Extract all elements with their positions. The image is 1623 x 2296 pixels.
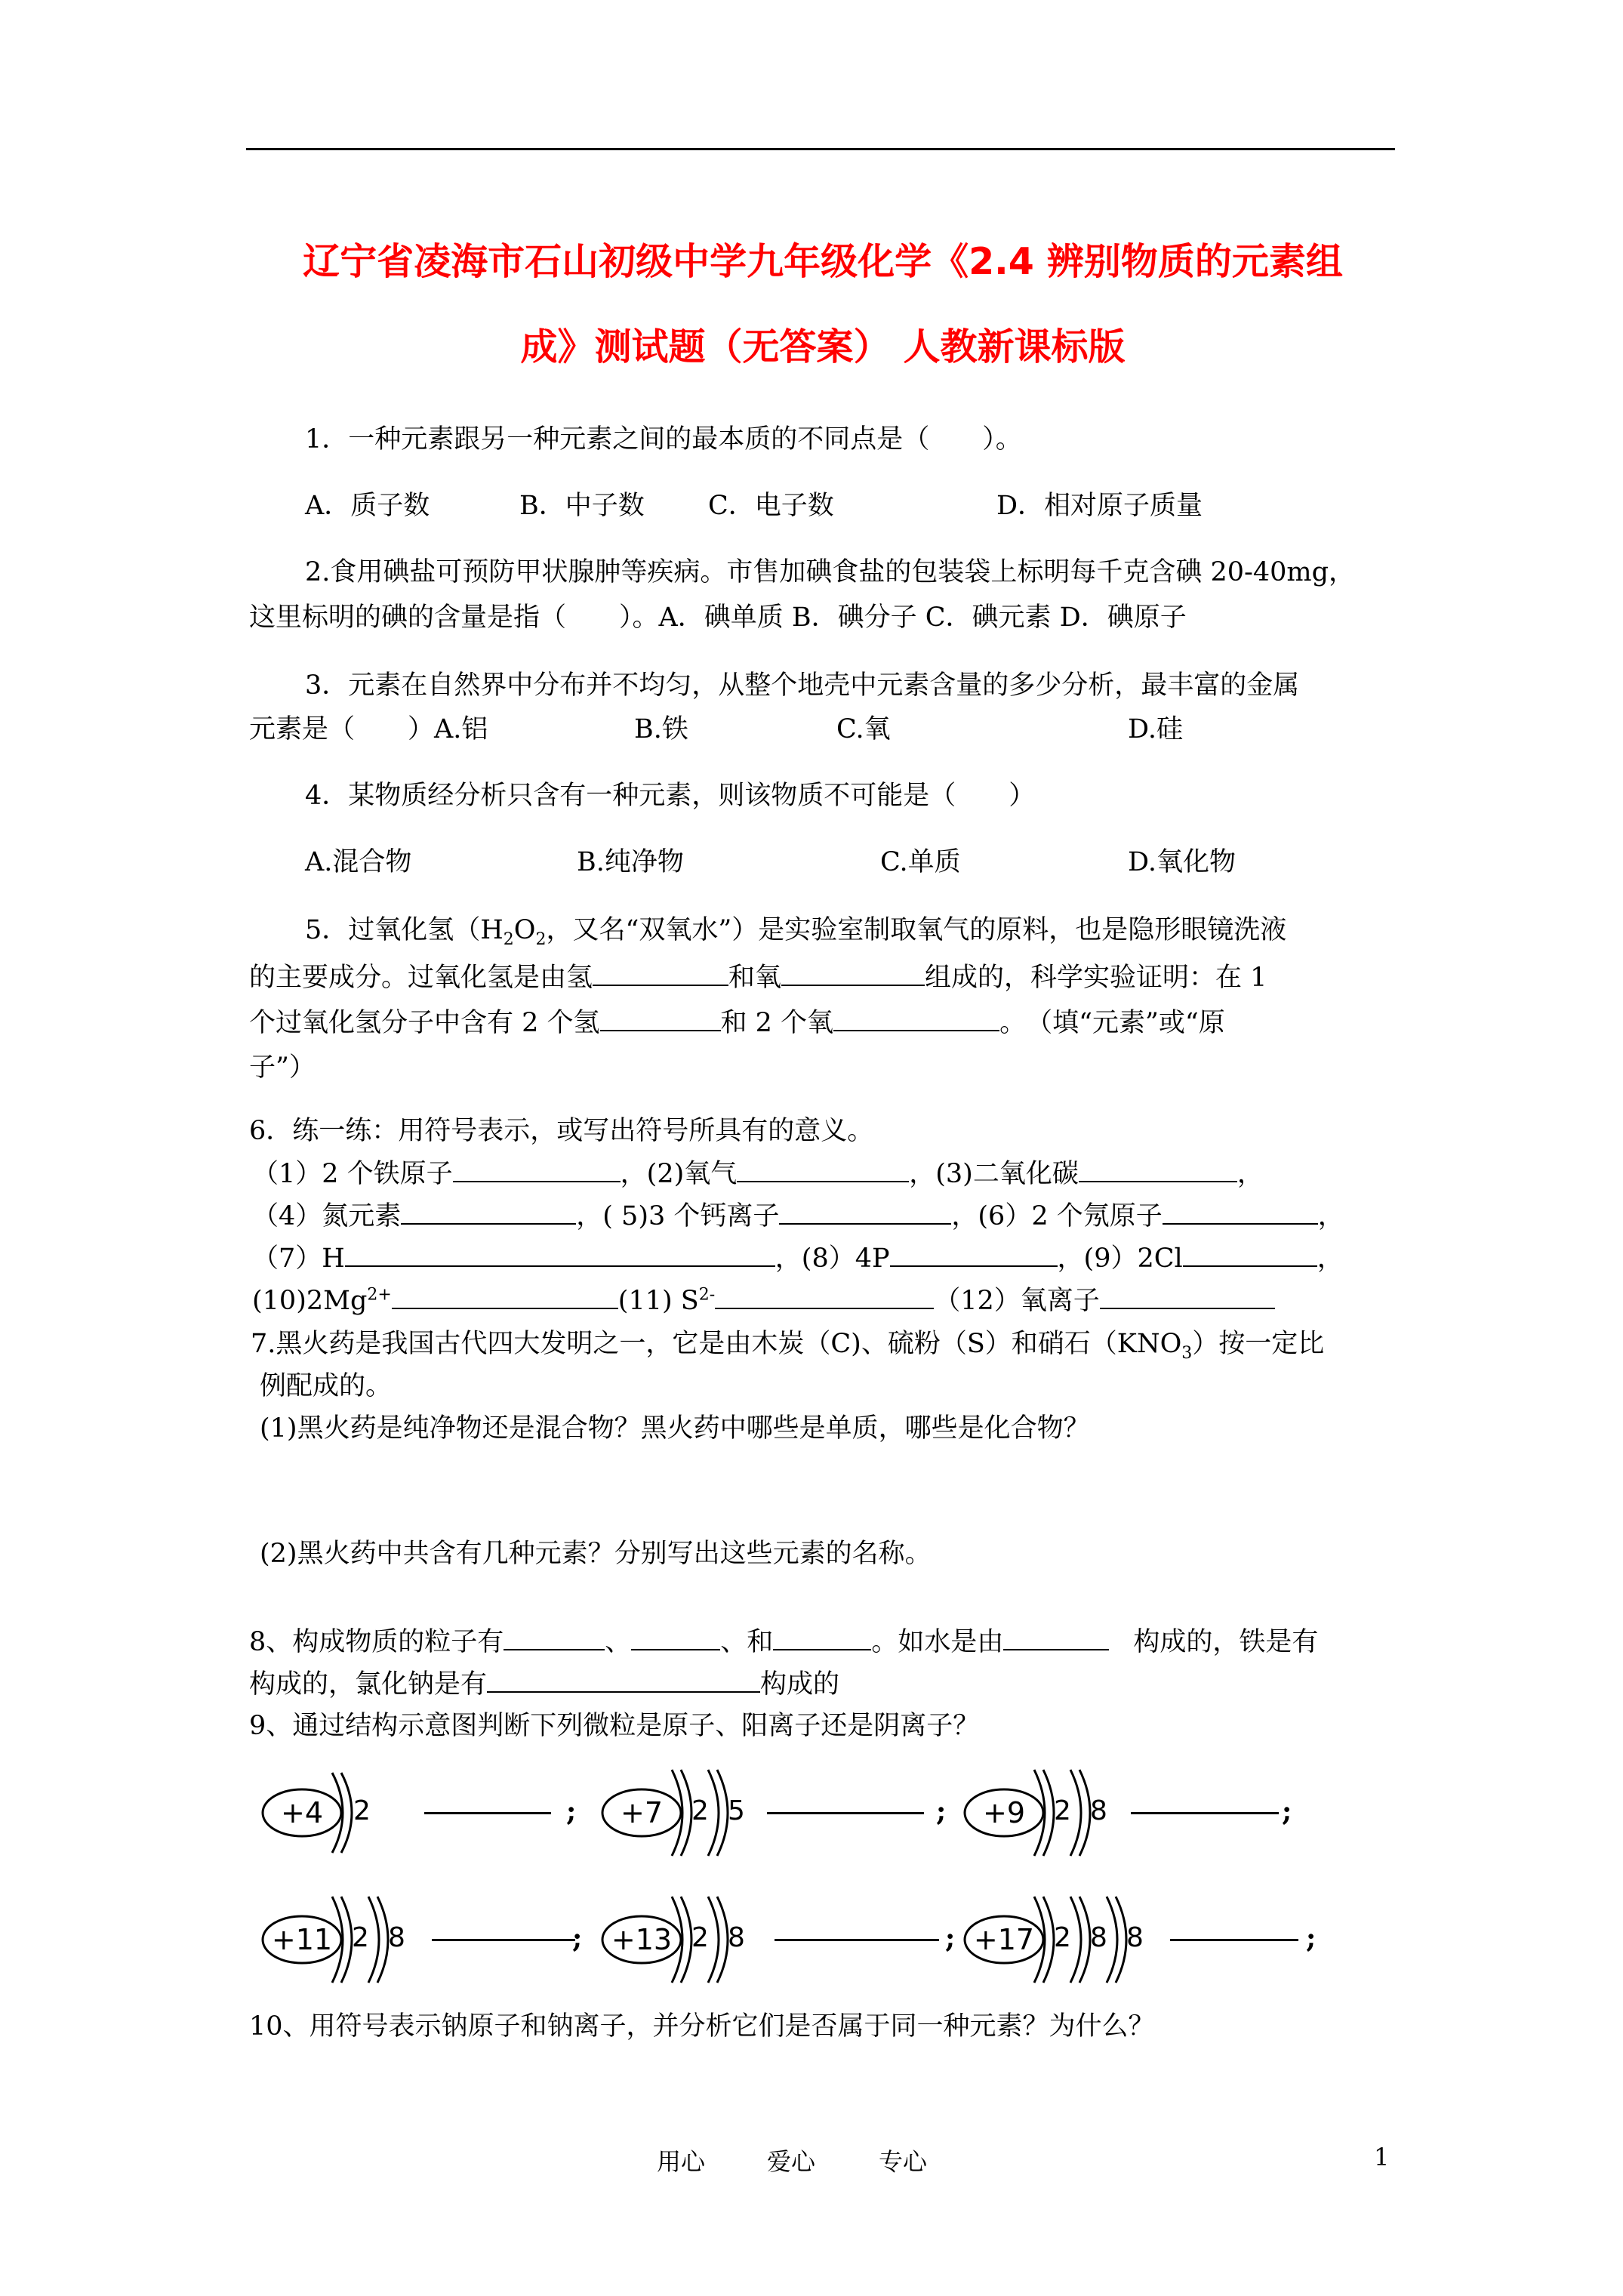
q5-text: 组成的，科学实验证明：在 1 xyxy=(925,963,1267,993)
shell-electrons: 5 xyxy=(728,1795,745,1826)
q3-option-b: B.铁 xyxy=(634,714,688,744)
q3-line-1: 3．元素在自然界中分布并不均匀，从整个地壳中元素含量的多少分析，最丰富的金属 xyxy=(305,670,1300,701)
atom-diagram-1 xyxy=(257,1756,453,1869)
q9-answer-blank-2[interactable] xyxy=(767,1812,924,1814)
q6-text: (11) S xyxy=(617,1286,699,1316)
q4-option-d: D.氧化物 xyxy=(1128,847,1236,877)
shell-electrons: 2 xyxy=(691,1922,709,1953)
q9-answer-blank-3[interactable] xyxy=(1131,1812,1279,1814)
q6-blank-4[interactable] xyxy=(401,1197,576,1225)
shell-electrons: 2 xyxy=(691,1795,709,1826)
shell-electrons: 8 xyxy=(1090,1795,1107,1826)
q9-stem: 9、通过结构示意图判断下列微粒是原子、阳离子还是阴离子？ xyxy=(249,1711,980,1741)
q5-line-2 xyxy=(249,959,1267,996)
q2-line-2: 这里标明的碘的含量是指（ ）。A．碘单质 B．碘分子 C．碘元素 D．碘原子 xyxy=(249,603,1187,633)
q6-blank-7[interactable] xyxy=(345,1240,775,1267)
q4-stem: 4．某物质经分析只含有一种元素，则该物质不可能是（ ） xyxy=(305,781,1036,811)
q6-blank-3[interactable] xyxy=(1079,1155,1237,1182)
atom-diagram-5 xyxy=(596,1883,793,1996)
q6-row-1 xyxy=(252,1155,1264,1192)
q5-text: 和 2 个氧 xyxy=(720,1008,834,1038)
q5-blank-2[interactable] xyxy=(781,959,925,986)
q5-text: 个过氧化氢分子中含有 2 个氢 xyxy=(249,1008,600,1038)
q8-text: 、 xyxy=(605,1627,632,1657)
atom-diagram-4 xyxy=(257,1883,453,1996)
q6-blank-6[interactable] xyxy=(1163,1197,1318,1225)
title-line-1: 辽宁省凌海市石山初级中学九年级化学《2.4 辨别物质的元素组 xyxy=(303,240,1343,283)
q9-separator: ; xyxy=(1306,1922,1317,1954)
shell-electrons: 2 xyxy=(1054,1795,1071,1826)
q5-blank-3[interactable] xyxy=(600,1004,721,1031)
nucleus-charge: +4 xyxy=(280,1796,324,1829)
q9-separator: ; xyxy=(572,1922,583,1954)
atom-diagram-3 xyxy=(959,1756,1155,1869)
q2-line-1: 2.食用碘盐可预防甲状腺肿等疾病。市售加碘食盐的包装袋上标明每千克含碘 20-40mg， xyxy=(305,557,1356,587)
q1-option-d: D．相对原子质量 xyxy=(996,491,1203,521)
q5-text: O xyxy=(513,915,536,945)
q6-blank-2[interactable] xyxy=(737,1155,909,1182)
q7-part-2: (2)黑火药中共含有几种元素？分别写出这些元素的名称。 xyxy=(260,1539,932,1569)
q7-line-2: 例配成的。 xyxy=(260,1371,393,1401)
q6-row-3 xyxy=(252,1240,1344,1277)
q8-line-1 xyxy=(249,1623,1318,1660)
q4-option-b: B.纯净物 xyxy=(577,847,684,877)
q6-superscript: 2- xyxy=(698,1285,716,1305)
q9-diagram-row-2 xyxy=(257,1883,1344,1996)
q9-separator: ; xyxy=(566,1795,577,1827)
q4-option-a: A.混合物 xyxy=(305,847,412,877)
q9-diagram-row-1 xyxy=(257,1756,1344,1869)
q7-line-1 xyxy=(251,1326,1324,1362)
q6-blank-9[interactable] xyxy=(1183,1240,1317,1267)
q6-text: ，(3)二氧化碳 xyxy=(909,1159,1079,1189)
q8-text: 。如水是由 xyxy=(871,1627,1004,1657)
q3-option-d: D.硅 xyxy=(1128,714,1183,744)
q5-text: 的主要成分。过氧化氢是由氢 xyxy=(249,963,593,993)
q6-text: （1）2 个铁原子 xyxy=(252,1159,453,1189)
q6-text: (10)2Mg xyxy=(252,1286,368,1316)
q1-option-a: A．质子数 xyxy=(305,491,430,521)
shell-electrons: 8 xyxy=(728,1922,745,1953)
q8-text: 8、构成物质的粒子有 xyxy=(249,1627,504,1657)
nucleus-charge: +9 xyxy=(982,1796,1026,1829)
q5-blank-4[interactable] xyxy=(833,1004,999,1031)
q8-blank-5[interactable] xyxy=(487,1666,760,1693)
q8-line-2 xyxy=(249,1666,839,1703)
q6-text: （12）氧离子 xyxy=(934,1286,1100,1316)
q7-part-1: (1)黑火药是纯净物还是混合物？黑火药中哪些是单质，哪些是化合物？ xyxy=(260,1413,1090,1444)
header-rule xyxy=(246,148,1395,150)
q7-text: 7.黑火药是我国古代四大发明之一，它是由木炭（C)、硫粉（S）和硝石（KNO xyxy=(251,1329,1182,1359)
page-number: 1 xyxy=(1374,2143,1390,2171)
shell-electrons: 8 xyxy=(1126,1922,1144,1953)
q6-blank-5[interactable] xyxy=(779,1197,951,1225)
q1-option-c: C．电子数 xyxy=(708,491,834,521)
q5-text: 和氧 xyxy=(728,963,782,993)
q5-blank-1[interactable] xyxy=(593,959,728,986)
q6-text: （4）氮元素 xyxy=(252,1201,402,1231)
q5-text: 。 （填“元素”或“原 xyxy=(999,1008,1225,1038)
q6-blank-12[interactable] xyxy=(1100,1282,1275,1309)
q3-option-c: C.氧 xyxy=(836,714,891,744)
q6-blank-11[interactable] xyxy=(715,1282,934,1309)
q9-answer-blank-1[interactable] xyxy=(424,1812,551,1814)
nucleus-charge: +11 xyxy=(271,1923,333,1956)
nucleus-charge: +17 xyxy=(973,1923,1035,1956)
q9-answer-blank-4[interactable] xyxy=(432,1939,575,1941)
q9-separator: ; xyxy=(945,1922,956,1954)
q5-subscript: 2 xyxy=(535,930,547,949)
q8-text: 构成的 xyxy=(760,1669,840,1700)
q9-answer-blank-5[interactable] xyxy=(775,1939,939,1941)
q5-subscript: 2 xyxy=(503,930,514,949)
q6-row-4 xyxy=(252,1282,1275,1319)
q7-text: ）按一定比 xyxy=(1192,1329,1325,1359)
q8-text: 构成的，氯化钠是有 xyxy=(249,1669,488,1700)
q8-blank-3[interactable] xyxy=(773,1623,871,1650)
q8-blank-4[interactable] xyxy=(1003,1623,1109,1650)
atom-diagram-2 xyxy=(596,1756,793,1869)
q6-text: ，(8）4P xyxy=(775,1244,890,1274)
title-line-2: 成》测试题（无答案） 人教新课标版 xyxy=(520,325,1126,368)
q6-text: ， xyxy=(1317,1201,1344,1231)
q9-answer-blank-6[interactable] xyxy=(1170,1939,1298,1941)
q6-text: ，(9）2Cl xyxy=(1057,1244,1183,1274)
q8-blank-2[interactable] xyxy=(631,1623,720,1650)
q1-stem: 1．一种元素跟另一种元素之间的最本质的不同点是（ ）。 xyxy=(305,424,1022,455)
q6-row-2 xyxy=(252,1197,1344,1234)
atom-diagram-6 xyxy=(959,1883,1155,1996)
q6-blank-1[interactable] xyxy=(453,1155,621,1182)
q5-line-3 xyxy=(249,1004,1225,1041)
nucleus-charge: +13 xyxy=(611,1923,673,1956)
q5-text: ，又名“双氧水”）是实验室制取氧气的原料，也是隐形眼镜洗液 xyxy=(546,915,1287,945)
q6-text: ，(2)氧气 xyxy=(620,1159,738,1189)
q6-text: ， xyxy=(1317,1244,1344,1274)
shell-electrons: 2 xyxy=(1054,1922,1071,1953)
q6-text: ，( 5)3 个钙离子 xyxy=(576,1201,780,1231)
q6-blank-10[interactable] xyxy=(392,1282,618,1309)
q6-text: ，(6）2 个氖原子 xyxy=(951,1201,1163,1231)
q3-option-a: 元素是（ ）A.铝 xyxy=(249,714,488,744)
q8-text: 、和 xyxy=(720,1627,774,1657)
q5-line-1 xyxy=(305,912,1286,948)
q6-superscript: 2+ xyxy=(367,1285,392,1305)
q6-text: ， xyxy=(1236,1159,1264,1189)
q6-blank-8[interactable] xyxy=(890,1240,1058,1267)
q6-text: （7）H xyxy=(252,1244,345,1274)
shell-electrons: 8 xyxy=(1090,1922,1107,1953)
shell-electrons: 2 xyxy=(352,1922,369,1953)
q4-option-c: C.单质 xyxy=(880,847,961,877)
q1-option-b: B．中子数 xyxy=(519,491,645,521)
q10-stem: 10、用符号表示钠原子和钠离子，并分析它们是否属于同一种元素？为什么？ xyxy=(249,2011,1155,2042)
q5-text: 5．过氧化氢（H xyxy=(305,915,504,945)
q6-stem: 6．练一练：用符号表示，或写出符号所具有的意义。 xyxy=(249,1116,874,1146)
shell-electrons: 8 xyxy=(388,1922,405,1953)
footer-text-3: 专心 xyxy=(879,2147,928,2176)
q5-line-4: 子”） xyxy=(249,1052,316,1083)
q9-separator: ; xyxy=(1282,1795,1292,1827)
q8-text: 构成的，铁是有 xyxy=(1133,1627,1319,1657)
q7-subscript: 3 xyxy=(1181,1344,1193,1363)
q9-separator: ; xyxy=(936,1795,947,1827)
shell-electrons: 2 xyxy=(353,1795,371,1826)
nucleus-charge: +7 xyxy=(620,1796,664,1829)
footer-text-2: 爱心 xyxy=(767,2147,816,2176)
q8-blank-1[interactable] xyxy=(504,1623,605,1650)
footer-text-1: 用心 xyxy=(657,2147,706,2176)
